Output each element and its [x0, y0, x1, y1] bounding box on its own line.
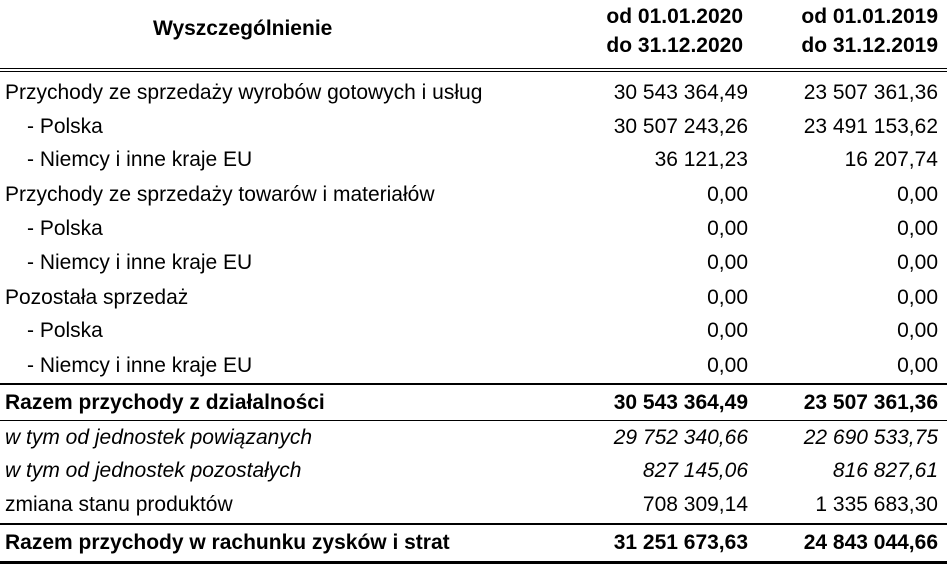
table-row: [0, 314, 947, 348]
header-divider-bottom: [0, 71, 947, 72]
row-value-2019: 816 827,61: [832, 459, 938, 482]
subtotal-divider: [0, 383, 947, 385]
table-row: [0, 488, 947, 522]
row-label: - Polska: [27, 319, 103, 342]
row-value-2020: 30 543 364,49: [613, 81, 748, 104]
row-value-2020: 0,00: [707, 319, 748, 342]
row-label: w tym od jednostek powiązanych: [5, 426, 312, 449]
row-value-2020: 0,00: [707, 217, 748, 240]
row-value-2020: 0,00: [707, 286, 748, 309]
row-label: Razem przychody z działalności: [5, 391, 325, 414]
row-value-2020: 30 543 364,49: [613, 391, 748, 414]
row-label: Razem przychody w rachunku zysków i strat: [5, 531, 450, 554]
row-value-2020: 30 507 243,26: [613, 115, 748, 138]
row-label: Przychody ze sprzedaży towarów i materiałów: [5, 183, 435, 206]
row-value-2020: 0,00: [707, 251, 748, 274]
table-row: [0, 76, 947, 110]
row-value-2019: 23 507 361,36: [803, 391, 938, 414]
table-header: [0, 0, 947, 68]
row-value-2019: 24 843 044,66: [803, 531, 938, 554]
header-period-2020-to: do 31.12.2020: [606, 34, 743, 57]
header-divider-top: [0, 68, 947, 69]
table-row: [0, 246, 947, 280]
row-value-2019: 0,00: [897, 183, 938, 206]
row-value-2019: 0,00: [897, 286, 938, 309]
row-value-2020: 31 251 673,63: [613, 531, 748, 554]
table-row-grand-total: [0, 526, 947, 560]
table-row: [0, 349, 947, 383]
row-value-2020: 827 145,06: [642, 459, 748, 482]
table-row: [0, 178, 947, 212]
row-value-2019: 0,00: [897, 251, 938, 274]
row-value-2019: 16 207,74: [844, 148, 938, 171]
header-period-2019-to: do 31.12.2019: [801, 34, 938, 57]
table-row: [0, 454, 947, 488]
row-label: - Polska: [27, 217, 103, 240]
row-label: w tym od jednostek pozostałych: [5, 459, 302, 482]
row-value-2020: 708 309,14: [642, 493, 748, 516]
row-value-2020: 0,00: [707, 183, 748, 206]
row-label: - Polska: [27, 115, 103, 138]
row-label: Przychody ze sprzedaży wyrobów gotowych i usług: [5, 81, 483, 104]
row-value-2019: 23 491 153,62: [803, 115, 938, 138]
row-label: - Niemcy i inne kraje EU: [27, 148, 253, 171]
row-value-2019: 0,00: [897, 354, 938, 377]
row-value-2019: 0,00: [897, 319, 938, 342]
row-value-2019: 0,00: [897, 217, 938, 240]
grand-total-divider: [0, 523, 947, 525]
row-value-2019: 1 335 683,30: [815, 493, 938, 516]
table-bottom-border: [0, 561, 947, 564]
row-value-2020: 29 752 340,66: [613, 426, 748, 449]
header-period-2019: [748, 2, 938, 60]
header-period-2020: [553, 2, 743, 60]
row-value-2020: 0,00: [707, 354, 748, 377]
table-row: [0, 212, 947, 246]
header-period-2020-from: od 01.01.2020: [606, 5, 743, 28]
row-value-2020: 36 121,23: [654, 148, 748, 171]
row-value-2019: 22 690 533,75: [803, 426, 938, 449]
table-row-total: [0, 386, 947, 420]
table-row: [0, 110, 947, 144]
header-period-2019-from: od 01.01.2019: [801, 5, 938, 28]
table-row: [0, 281, 947, 315]
row-value-2019: 23 507 361,36: [803, 81, 938, 104]
row-label: zmiana stanu produktów: [5, 493, 233, 516]
header-description-label: Wyszczególnienie: [153, 17, 333, 40]
table-row: [0, 143, 947, 177]
row-label: - Niemcy i inne kraje EU: [27, 354, 253, 377]
row-label: - Niemcy i inne kraje EU: [27, 251, 253, 274]
table-row: [0, 421, 947, 455]
row-label: Pozostała sprzedaż: [5, 286, 189, 309]
